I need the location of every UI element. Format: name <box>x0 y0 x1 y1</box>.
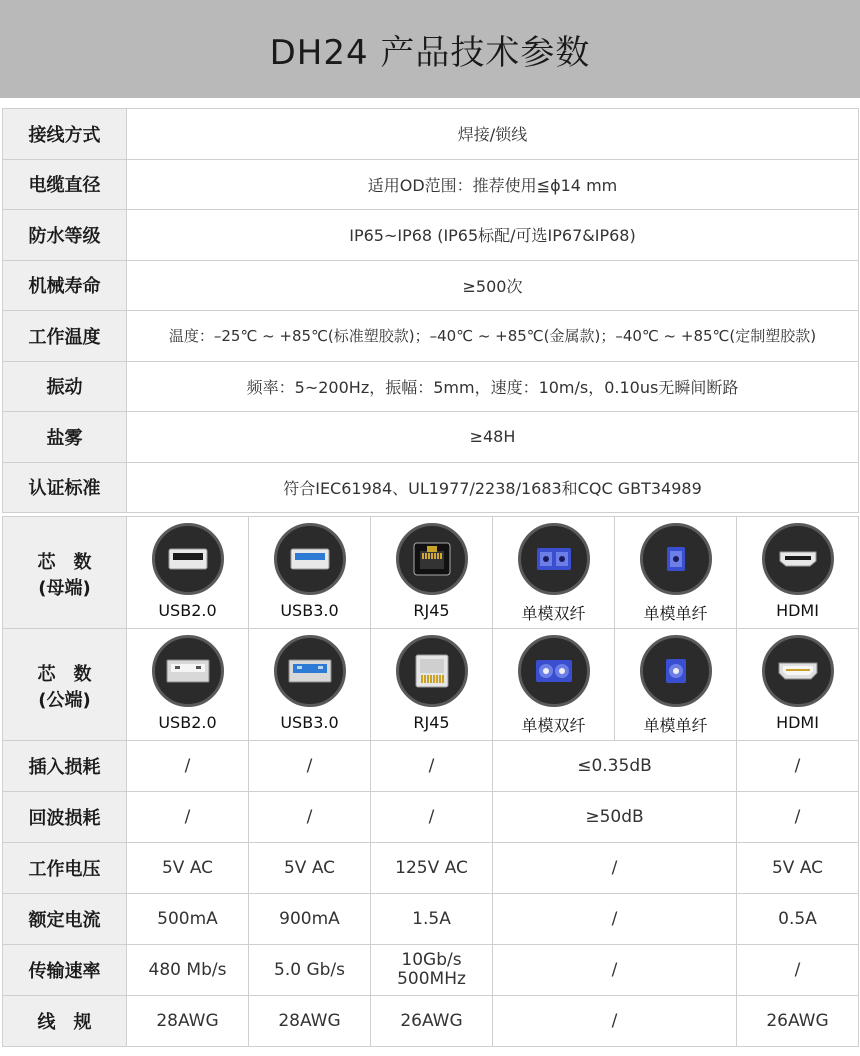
spec-value: ≥500次 <box>127 260 859 311</box>
port-name: 单模单纤 <box>643 716 708 735</box>
cell-hdmi: / <box>737 945 859 996</box>
cell-hdmi: 26AWG <box>737 996 859 1047</box>
cell-usb2: 480 Mb/s <box>127 945 249 996</box>
spec-label: 防水等级 <box>3 210 127 261</box>
rj45-frequency-line: 500MHz <box>397 969 466 989</box>
single-fiber-plug-icon <box>640 635 712 707</box>
port-cell-usb3-male <box>249 629 371 741</box>
spec-value: 频率：5~200Hz，振幅：5mm，速度：10m/s，0.10us无瞬间断路 <box>127 361 859 412</box>
cell-fiber: ≥50dB <box>493 792 737 843</box>
port-name: HDMI <box>776 601 819 620</box>
cell-hdmi: / <box>737 741 859 792</box>
row-label: 回波损耗 <box>3 792 127 843</box>
port-name: RJ45 <box>413 713 450 732</box>
usb3-plug-icon <box>274 635 346 707</box>
row-insertion-loss <box>3 741 859 792</box>
cell-fiber: / <box>493 945 737 996</box>
spec-row-waterproof <box>3 210 859 261</box>
spec-row-vibration <box>3 361 859 412</box>
cell-fiber: / <box>493 843 737 894</box>
port-cell-rj45-male <box>371 629 493 741</box>
usb3-port-icon <box>274 523 346 595</box>
spec-label: 认证标准 <box>3 462 127 513</box>
cell-hdmi: / <box>737 792 859 843</box>
port-cell-usb3-female <box>249 517 371 629</box>
cell-usb3: 5.0 Gb/s <box>249 945 371 996</box>
spec-label: 电缆直径 <box>3 159 127 210</box>
female-core-label <box>3 517 127 629</box>
spec-value: 温度：–25℃ ~ +85℃(标准塑胶款)；–40℃ ~ +85℃(金属款)；–40℃ ~ +85℃(定制塑胶款) <box>127 311 859 362</box>
port-name: USB2.0 <box>158 601 217 620</box>
spec-row-temperature <box>3 311 859 362</box>
port-name: RJ45 <box>413 601 450 620</box>
cell-usb2: 5V AC <box>127 843 249 894</box>
spec-label: 盐雾 <box>3 412 127 463</box>
row-label: 传输速率 <box>3 945 127 996</box>
spec-row-wiring <box>3 109 859 160</box>
port-name: USB3.0 <box>280 713 339 732</box>
dual-fiber-port-icon <box>518 523 590 595</box>
port-cell-single-fiber-male <box>615 629 737 741</box>
single-fiber-port-icon <box>640 523 712 595</box>
port-name: 单模单纤 <box>643 604 708 623</box>
row-label: 插入损耗 <box>3 741 127 792</box>
cell-fiber: ≤0.35dB <box>493 741 737 792</box>
port-cell-hdmi-male <box>737 629 859 741</box>
cell-usb3: 5V AC <box>249 843 371 894</box>
spec-label: 机械寿命 <box>3 260 127 311</box>
port-name: 单模双纤 <box>521 716 586 735</box>
cell-rj45: / <box>371 792 493 843</box>
cell-rj45: 26AWG <box>371 996 493 1047</box>
rj45-port-icon <box>396 523 468 595</box>
spec-row-salt-spray <box>3 412 859 463</box>
spec-value: ≥48H <box>127 412 859 463</box>
cell-usb3: 28AWG <box>249 996 371 1047</box>
port-name: USB3.0 <box>280 601 339 620</box>
cell-usb3: / <box>249 741 371 792</box>
spec-value: IP65~IP68 (IP65标配/可选IP67&IP68) <box>127 210 859 261</box>
row-label: 工作电压 <box>3 843 127 894</box>
spec-value: 适用OD范围：推荐使用≦ϕ14 mm <box>127 159 859 210</box>
port-cell-single-fiber-female <box>615 517 737 629</box>
spec-label: 工作温度 <box>3 311 127 362</box>
female-end-label: (母端) <box>38 577 91 599</box>
male-end-label: (公端) <box>38 689 91 711</box>
spec-label: 振动 <box>3 361 127 412</box>
spec-label: 接线方式 <box>3 109 127 160</box>
port-cell-rj45-female <box>371 517 493 629</box>
row-return-loss <box>3 792 859 843</box>
row-label: 线 规 <box>3 996 127 1047</box>
cell-usb3: / <box>249 792 371 843</box>
row-voltage <box>3 843 859 894</box>
cell-rj45: 125V AC <box>371 843 493 894</box>
core-count-label: 芯 数 <box>37 551 92 573</box>
spec-row-cable-diameter <box>3 159 859 210</box>
rj45-plug-icon <box>396 635 468 707</box>
rj45-speed-line: 10Gb/s <box>401 950 462 970</box>
port-cell-dual-fiber-female <box>493 517 615 629</box>
page-header <box>0 0 860 98</box>
spec-value: 符合IEC61984、UL1977/2238/1683和CQC GBT34989 <box>127 462 859 513</box>
port-name: USB2.0 <box>158 713 217 732</box>
row-gauge <box>3 996 859 1047</box>
port-table <box>2 516 859 1047</box>
dual-fiber-plug-icon <box>518 635 590 707</box>
row-speed <box>3 945 859 996</box>
row-current <box>3 894 859 945</box>
row-label: 额定电流 <box>3 894 127 945</box>
port-name: 单模双纤 <box>521 604 586 623</box>
cell-hdmi: 0.5A <box>737 894 859 945</box>
usb2-plug-icon <box>152 635 224 707</box>
cell-usb2: / <box>127 792 249 843</box>
core-count-label: 芯 数 <box>37 663 92 685</box>
usb2-port-icon <box>152 523 224 595</box>
spec-row-certification <box>3 462 859 513</box>
male-core-label <box>3 629 127 741</box>
port-cell-hdmi-female <box>737 517 859 629</box>
cell-fiber: / <box>493 894 737 945</box>
female-port-row <box>3 517 859 629</box>
cell-hdmi: 5V AC <box>737 843 859 894</box>
cell-rj45: 1.5A <box>371 894 493 945</box>
cell-fiber: / <box>493 996 737 1047</box>
cell-rj45: / <box>371 741 493 792</box>
spec-table <box>2 108 859 513</box>
male-port-row <box>3 629 859 741</box>
cell-usb2: 28AWG <box>127 996 249 1047</box>
page-title: DH24 产品技术参数 <box>269 32 591 73</box>
port-cell-dual-fiber-male <box>493 629 615 741</box>
port-cell-usb2-male <box>127 629 249 741</box>
spec-value: 焊接/锁线 <box>127 109 859 160</box>
cell-rj45 <box>371 945 493 996</box>
hdmi-plug-icon <box>762 635 834 707</box>
port-cell-usb2-female <box>127 517 249 629</box>
spec-row-mechanical-life <box>3 260 859 311</box>
hdmi-port-icon <box>762 523 834 595</box>
cell-usb3: 900mA <box>249 894 371 945</box>
cell-usb2: / <box>127 741 249 792</box>
cell-usb2: 500mA <box>127 894 249 945</box>
port-name: HDMI <box>776 713 819 732</box>
